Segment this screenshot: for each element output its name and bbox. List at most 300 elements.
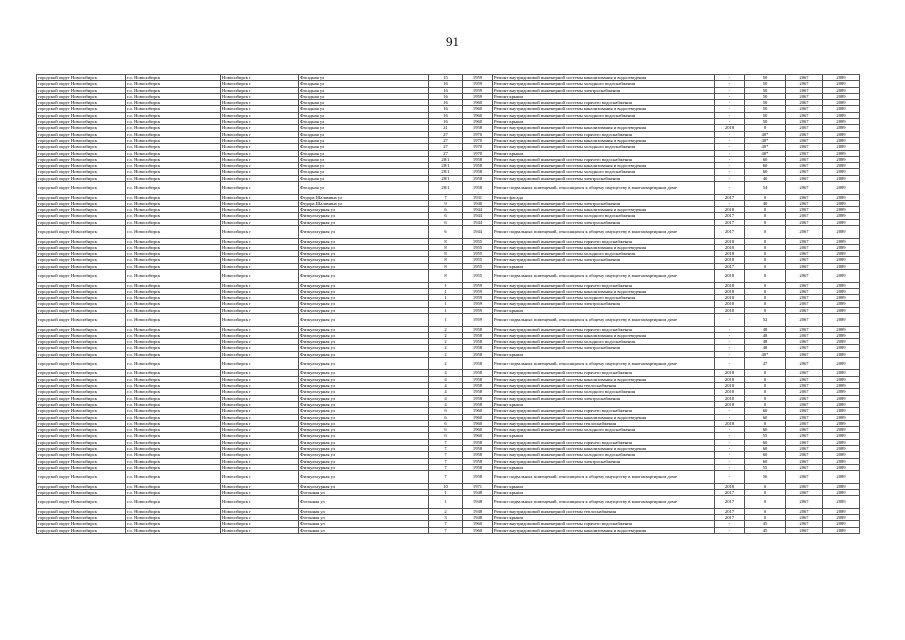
done-year-cell: 2017 [715,496,745,509]
house-number-cell: 15 [429,75,463,81]
district-cell: г.о. Новосибирск [126,288,221,294]
done-year-cell: - [715,175,745,181]
wear-cell: 0 [745,508,786,514]
plan-start-cell: 2067 [786,401,823,407]
wear-cell: 50 [745,81,786,87]
done-year-cell: - [715,521,745,527]
done-year-cell: 2017 [715,194,745,200]
city-cell: Новосибирск г [221,207,299,213]
wear-cell: 60 [745,408,786,414]
done-year-cell: - [715,439,745,445]
plan-start-cell: 2067 [786,420,823,426]
municipality-cell: городской округ Новосибирск [37,357,126,370]
work-type-cell: Ремонт внутридомовой инженерной системы горячего водоснабжения [493,238,715,244]
street-cell: Физкультурная ул [299,446,429,452]
wear-cell: 50 [745,100,786,106]
district-cell: г.о. Новосибирск [126,496,221,509]
street-cell: Фасадная ул [299,175,429,181]
municipality-cell: городской округ Новосибирск [37,213,126,219]
city-cell: Новосибирск г [221,370,299,376]
plan-end-cell: 2089 [823,257,860,263]
city-cell: Новосибирск г [221,307,299,313]
plan-end-cell: 2089 [823,301,860,307]
wear-cell: 0 [745,483,786,489]
done-year-cell: - [715,163,745,169]
municipality-cell: городской округ Новосибирск [37,439,126,445]
municipality-cell: городской округ Новосибирск [37,383,126,389]
build-year-cell: 1960 [463,420,493,426]
municipality-cell: городской округ Новосибирск [37,420,126,426]
plan-end-cell: 2089 [823,100,860,106]
street-cell: Физкультурная ул [299,263,429,269]
wear-cell: 60 [745,458,786,464]
district-cell: г.о. Новосибирск [126,137,221,143]
street-cell: Фасадная ул [299,93,429,99]
city-cell: Новосибирск г [221,182,299,195]
done-year-cell: - [715,200,745,206]
street-cell: Фасадная ул [299,100,429,106]
municipality-cell: городской округ Новосибирск [37,112,126,118]
plan-start-cell: 2067 [786,257,823,263]
district-cell: г.о. Новосибирск [126,100,221,106]
city-cell: Новосибирск г [221,75,299,81]
build-year-cell: 1960 [463,112,493,118]
district-cell: г.о. Новосибирск [126,219,221,225]
table-row [37,471,860,484]
work-type-cell: Ремонт внутридомовой инженерной системы холодного водоснабжения [493,389,715,395]
municipality-cell: городской округ Новосибирск [37,244,126,250]
work-type-cell: Ремонт крыши [493,150,715,156]
street-cell: Физкультурная ул [299,376,429,382]
municipality-cell: городской округ Новосибирск [37,156,126,162]
municipality-cell: городской округ Новосибирск [37,81,126,87]
municipality-cell: городской округ Новосибирск [37,395,126,401]
plan-end-cell: 2089 [823,433,860,439]
wear-cell: 48 [745,326,786,332]
done-year-cell: 2018 [715,307,745,313]
work-type-cell: Ремонт внутридомовой инженерной системы теплоснабжения [493,508,715,514]
municipality-cell: городской округ Новосибирск [37,301,126,307]
district-cell: г.о. Новосибирск [126,295,221,301]
plan-start-cell: 2067 [786,427,823,433]
plan-start-cell: 2067 [786,345,823,351]
city-cell: Новосибирск г [221,125,299,131]
district-cell: г.о. Новосибирск [126,515,221,521]
done-year-cell: - [715,75,745,81]
municipality-cell: городской округ Новосибирск [37,452,126,458]
street-cell: Физкультурная ул [299,464,429,470]
wear-cell: 0 [745,295,786,301]
city-cell: Новосибирск г [221,257,299,263]
plan-start-cell: 2067 [786,270,823,283]
street-cell: Физкультурная ул [299,345,429,351]
city-cell: Новосибирск г [221,508,299,514]
build-year-cell: 1958 [463,332,493,338]
wear-cell: 0 [745,207,786,213]
build-year-cell: 1955 [463,244,493,250]
build-year-cell: 1960 [463,408,493,414]
plan-start-cell: 2067 [786,288,823,294]
work-type-cell: Ремонт подвальных помещений, относящихся к общему имуществу в многоквартирном доме [493,471,715,484]
plan-end-cell: 2089 [823,471,860,484]
wear-cell: 60 [745,169,786,175]
house-number-cell: 28/1 [429,175,463,181]
city-cell: Новосибирск г [221,169,299,175]
municipality-cell: городской округ Новосибирск [37,207,126,213]
house-number-cell: 8 [429,251,463,257]
work-type-cell: Ремонт крыши [493,307,715,313]
plan-start-cell: 2067 [786,515,823,521]
build-year-cell: 1958 [463,471,493,484]
district-cell: г.о. Новосибирск [126,458,221,464]
work-type-cell: Ремонт крыши [493,401,715,407]
district-cell: г.о. Новосибирск [126,200,221,206]
build-year-cell: 1958 [463,125,493,131]
district-cell: г.о. Новосибирск [126,471,221,484]
city-cell: Новосибирск г [221,150,299,156]
work-type-cell: Ремонт крыши [493,464,715,470]
wear-cell: 0 [745,219,786,225]
done-year-cell: 2018 [715,244,745,250]
house-number-cell: 6 [429,226,463,239]
done-year-cell: 2018 [715,295,745,301]
district-cell: г.о. Новосибирск [126,112,221,118]
house-number-cell: 7 [429,471,463,484]
plan-end-cell: 2089 [823,408,860,414]
capital-repair-table [36,74,860,534]
municipality-cell: городской округ Новосибирск [37,370,126,376]
plan-start-cell: 2067 [786,150,823,156]
house-number-cell: 6 [429,420,463,426]
work-type-cell: Ремонт подвальных помещений, относящихся к общему имуществу в многоквартирном доме [493,270,715,283]
municipality-cell: городской округ Новосибирск [37,458,126,464]
done-year-cell: - [715,433,745,439]
plan-start-cell: 2067 [786,414,823,420]
street-cell: Фасадная ул [299,137,429,143]
district-cell: г.о. Новосибирск [126,339,221,345]
wear-cell: 0 [745,490,786,496]
wear-cell: 60 [745,427,786,433]
street-cell: Фасадная ул [299,182,429,195]
street-cell: Физкультурная ул [299,401,429,407]
plan-start-cell: 2067 [786,137,823,143]
municipality-cell: городской округ Новосибирск [37,163,126,169]
plan-start-cell: 2067 [786,194,823,200]
city-cell: Новосибирск г [221,490,299,496]
build-year-cell: 1971 [463,483,493,489]
plan-start-cell: 2067 [786,238,823,244]
municipality-cell: городской округ Новосибирск [37,119,126,125]
district-cell: г.о. Новосибирск [126,439,221,445]
done-year-cell: - [715,351,745,357]
street-cell: Физкультурная ул [299,383,429,389]
house-number-cell: 1 [429,496,463,509]
street-cell: Фасадная ул [299,125,429,131]
wear-cell: 47 [745,357,786,370]
city-cell: Новосибирск г [221,515,299,521]
work-type-cell: Ремонт внутридомовой инженерной системы канализования и водоотведения [493,207,715,213]
build-year-cell: 1958 [463,464,493,470]
house-number-cell: 16 [429,93,463,99]
build-year-cell: 1958 [463,156,493,162]
street-cell: Физкультурная ул [299,483,429,489]
district-cell: г.о. Новосибирск [126,433,221,439]
city-cell: Новосибирск г [221,106,299,112]
wear-cell: 45 [745,527,786,533]
district-cell: г.о. Новосибирск [126,389,221,395]
build-year-cell: 1960 [463,414,493,420]
done-year-cell: - [715,446,745,452]
wear-cell: 60 [745,446,786,452]
district-cell: г.о. Новосибирск [126,169,221,175]
plan-end-cell: 2089 [823,81,860,87]
city-cell: Новосибирск г [221,376,299,382]
house-number-cell: 7 [429,458,463,464]
district-cell: г.о. Новосибирск [126,427,221,433]
wear-cell: 50 [745,75,786,81]
done-year-cell: - [715,527,745,533]
plan-end-cell: 2089 [823,200,860,206]
house-number-cell: 27 [429,137,463,143]
district-cell: г.о. Новосибирск [126,395,221,401]
done-year-cell: - [715,182,745,195]
city-cell: Новосибирск г [221,357,299,370]
done-year-cell: - [715,314,745,327]
work-type-cell: Ремонт внутридомовой инженерной системы холодного водоснабжения [493,339,715,345]
plan-end-cell: 2089 [823,314,860,327]
build-year-cell: 1959 [463,87,493,93]
street-cell: Фотонная ул [299,508,429,514]
street-cell: Физкультурная ул [299,207,429,213]
wear-cell: 0 [745,257,786,263]
wear-cell: 0 [745,370,786,376]
city-cell: Новосибирск г [221,112,299,118]
work-type-cell: Ремонт внутридомовой инженерной системы канализования и водоотведения [493,125,715,131]
municipality-cell: городской округ Новосибирск [37,414,126,420]
street-cell: Физкультурная ул [299,282,429,288]
house-number-cell: 16 [429,87,463,93]
build-year-cell: 1958 [463,339,493,345]
wear-cell: 0 [745,307,786,313]
work-type-cell: Ремонт внутридомовой инженерной системы электроснабжения [493,395,715,401]
district-cell: г.о. Новосибирск [126,131,221,137]
wear-cell: 40* [745,351,786,357]
work-type-cell: Ремонт крыши [493,93,715,99]
wear-cell: 0 [745,389,786,395]
work-type-cell: Ремонт внутридомовой инженерной системы канализования и водоотведения [493,446,715,452]
street-cell: Физкультурная ул [299,238,429,244]
municipality-cell: городской округ Новосибирск [37,226,126,239]
house-number-cell: 4 [429,370,463,376]
plan-start-cell: 2067 [786,295,823,301]
work-type-cell: Ремонт крыши [493,119,715,125]
wear-cell: 0 [745,226,786,239]
wear-cell: 40 [745,200,786,206]
plan-start-cell: 2067 [786,314,823,327]
street-cell: Физкультурная ул [299,370,429,376]
street-cell: Федора Шалямина ул [299,200,429,206]
plan-start-cell: 2067 [786,376,823,382]
done-year-cell: 2018 [715,395,745,401]
plan-start-cell: 2067 [786,483,823,489]
plan-end-cell: 2089 [823,169,860,175]
done-year-cell: 2018 [715,257,745,263]
done-year-cell: 2018 [715,270,745,283]
wear-cell: 50 [745,106,786,112]
district-cell: г.о. Новосибирск [126,119,221,125]
wear-cell: 60 [745,452,786,458]
plan-start-cell: 2067 [786,244,823,250]
house-number-cell: 6 [429,427,463,433]
street-cell: Фасадная ул [299,119,429,125]
city-cell: Новосибирск г [221,213,299,219]
table-row [37,226,860,239]
plan-start-cell: 2067 [786,163,823,169]
plan-end-cell: 2089 [823,446,860,452]
wear-cell: 55 [745,433,786,439]
house-number-cell: 21 [429,125,463,131]
plan-end-cell: 2089 [823,395,860,401]
municipality-cell: городской округ Новосибирск [37,93,126,99]
district-cell: г.о. Новосибирск [126,332,221,338]
district-cell: г.о. Новосибирск [126,238,221,244]
work-type-cell: Ремонт внутридомовой инженерной системы горячего водоснабжения [493,521,715,527]
plan-start-cell: 2067 [786,332,823,338]
city-cell: Новосибирск г [221,163,299,169]
plan-start-cell: 2067 [786,326,823,332]
work-type-cell: Ремонт внутридомовой инженерной системы холодного водоснабжения [493,213,715,219]
house-number-cell: 4 [429,395,463,401]
city-cell: Новосибирск г [221,263,299,269]
house-number-cell: 1 [429,282,463,288]
build-year-cell: 1960 [463,100,493,106]
street-cell: Физкультурная ул [299,357,429,370]
municipality-cell: городской округ Новосибирск [37,282,126,288]
done-year-cell: - [715,93,745,99]
city-cell: Новосибирск г [221,87,299,93]
done-year-cell: - [715,427,745,433]
plan-start-cell: 2067 [786,527,823,533]
done-year-cell: 2017 [715,226,745,239]
district-cell: г.о. Новосибирск [126,244,221,250]
street-cell: Физкультурная ул [299,257,429,263]
municipality-cell: городской округ Новосибирск [37,87,126,93]
work-type-cell: Ремонт внутридомовой инженерной системы канализования и водоотведения [493,414,715,420]
build-year-cell: 1948 [463,515,493,521]
street-cell: Физкультурная ул [299,270,429,283]
work-type-cell: Ремонт подвальных помещений, относящихся к общему имуществу в многоквартирном доме [493,357,715,370]
build-year-cell: 1958 [463,357,493,370]
done-year-cell: - [715,169,745,175]
done-year-cell: 2018 [715,383,745,389]
municipality-cell: городской округ Новосибирск [37,446,126,452]
done-year-cell: - [715,150,745,156]
district-cell: г.о. Новосибирск [126,81,221,87]
municipality-cell: городской округ Новосибирск [37,150,126,156]
street-cell: Фасадная ул [299,112,429,118]
done-year-cell: 2017 [715,515,745,521]
street-cell: Физкультурная ул [299,389,429,395]
plan-end-cell: 2089 [823,383,860,389]
plan-start-cell: 2067 [786,383,823,389]
plan-end-cell: 2089 [823,527,860,533]
house-number-cell: 6 [429,213,463,219]
house-number-cell: 6 [429,408,463,414]
build-year-cell: 1958 [463,446,493,452]
city-cell: Новосибирск г [221,244,299,250]
street-cell: Фасадная ул [299,75,429,81]
build-year-cell: 1959 [463,295,493,301]
wear-cell: 0 [745,383,786,389]
district-cell: г.о. Новосибирск [126,408,221,414]
street-cell: Физкультурная ул [299,351,429,357]
plan-end-cell: 2089 [823,295,860,301]
house-number-cell: 16 [429,106,463,112]
house-number-cell: 28/1 [429,182,463,195]
municipality-cell: городской округ Новосибирск [37,175,126,181]
done-year-cell: 2018 [715,251,745,257]
table-row [37,270,860,283]
plan-start-cell: 2067 [786,87,823,93]
street-cell: Фотонная ул [299,490,429,496]
plan-start-cell: 2067 [786,446,823,452]
work-type-cell: Ремонт внутридомовой инженерной системы канализования и водоотведения [493,106,715,112]
done-year-cell: 2018 [715,376,745,382]
plan-end-cell: 2089 [823,75,860,81]
district-cell: г.о. Новосибирск [126,194,221,200]
house-number-cell: 10 [429,483,463,489]
municipality-cell: городской округ Новосибирск [37,464,126,470]
plan-start-cell: 2067 [786,81,823,87]
street-cell: Фотонная ул [299,521,429,527]
house-number-cell: 1 [429,307,463,313]
done-year-cell: 2018 [715,282,745,288]
municipality-cell: городской округ Новосибирск [37,106,126,112]
municipality-cell: городской округ Новосибирск [37,137,126,143]
city-cell: Новосибирск г [221,401,299,407]
wear-cell: 0 [745,496,786,509]
house-number-cell: 27 [429,150,463,156]
wear-cell: 50 [745,119,786,125]
work-type-cell: Ремонт внутридомовой инженерной системы холодного водоснабжения [493,295,715,301]
work-type-cell: Ремонт крыши [493,351,715,357]
plan-start-cell: 2067 [786,439,823,445]
wear-cell: 0 [745,401,786,407]
house-number-cell: 7 [429,439,463,445]
house-number-cell: 6 [429,207,463,213]
wear-cell: 0 [745,125,786,131]
municipality-cell: городской округ Новосибирск [37,332,126,338]
street-cell: Физкультурная ул [299,439,429,445]
city-cell: Новосибирск г [221,389,299,395]
house-number-cell: 6 [429,219,463,225]
work-type-cell: Ремонт крыши [493,490,715,496]
district-cell: г.о. Новосибирск [126,226,221,239]
street-cell: Физкультурная ул [299,395,429,401]
district-cell: г.о. Новосибирск [126,270,221,283]
wear-cell: 60 [745,163,786,169]
district-cell: г.о. Новосибирск [126,508,221,514]
done-year-cell: - [715,332,745,338]
plan-start-cell: 2067 [786,125,823,131]
city-cell: Новосибирск г [221,345,299,351]
plan-start-cell: 2067 [786,207,823,213]
city-cell: Новосибирск г [221,226,299,239]
city-cell: Новосибирск г [221,314,299,327]
done-year-cell: - [715,144,745,150]
wear-cell: 0 [745,282,786,288]
house-number-cell: 8 [429,257,463,263]
